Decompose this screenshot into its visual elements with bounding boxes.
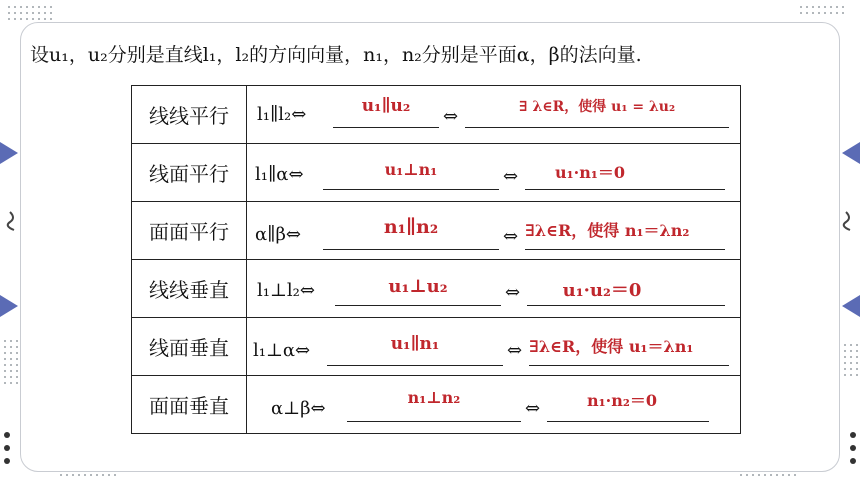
- right-arrow-icon-2: [840, 293, 860, 319]
- table-row: [132, 144, 741, 202]
- decor-dots-left-mid: [4, 340, 18, 384]
- iff-symbol: ⇔: [503, 166, 519, 187]
- iff-symbol: ⇔: [503, 226, 519, 247]
- answer-2: u₁·n₁＝0: [555, 163, 625, 182]
- decor-dots-top-right: [800, 6, 844, 14]
- answer-2: ∃λ∈R，使得 n₁＝λn₂: [525, 221, 690, 240]
- answer-1: u₁⊥n₁: [384, 160, 438, 179]
- left-bullet-dots: [2, 430, 12, 466]
- answer-1: u₁∥u₂: [361, 96, 411, 116]
- relation-name: 线面平行: [132, 144, 247, 202]
- iff-symbol: ⇔: [505, 282, 521, 303]
- left-arrow-icon: [0, 140, 20, 166]
- condition: l₁⊥α⇔: [253, 340, 311, 361]
- blank-1: [333, 126, 439, 128]
- table-row: [132, 202, 741, 260]
- blank-1: [335, 304, 501, 306]
- iff-symbol: ⇔: [443, 106, 459, 127]
- iff-symbol: ⇔: [525, 398, 541, 419]
- blank-2: [547, 420, 709, 422]
- relation-name: 面面垂直: [132, 376, 247, 434]
- blank-2: [525, 248, 725, 250]
- relation-name: 线线平行: [132, 86, 247, 144]
- right-arrow-icon: [840, 140, 860, 166]
- decor-dots-right-mid: [844, 344, 858, 376]
- left-squiggle-icon: [6, 210, 20, 232]
- table-row: [132, 86, 741, 144]
- right-bullet-dots: [848, 430, 858, 466]
- answer-2: ∃λ∈R，使得 u₁＝λn₁: [529, 337, 694, 356]
- blank-1: [347, 420, 521, 422]
- left-arrow-icon-2: [0, 293, 20, 319]
- relation-name: 面面平行: [132, 202, 247, 260]
- answer-1: u₁⊥u₂: [388, 276, 448, 297]
- relations-table: [131, 85, 741, 434]
- blank-1: [323, 188, 499, 190]
- blank-2: [527, 304, 725, 306]
- blank-1: [327, 364, 503, 366]
- blank-2: [465, 126, 729, 128]
- answer-2: ∃ λ∈R，使得 u₁ = λu₂: [518, 99, 676, 115]
- condition: α⊥β⇔: [271, 398, 326, 419]
- blank-2: [529, 364, 729, 366]
- condition: α∥β⇔: [255, 224, 301, 245]
- answer-1: n₁⊥n₂: [407, 388, 461, 407]
- relation-name: 线面垂直: [132, 318, 247, 376]
- iff-symbol: ⇔: [507, 340, 523, 361]
- answer-2: u₁·u₂＝0: [562, 280, 642, 301]
- table-row: [132, 376, 741, 434]
- intro-sentence: 设u₁，u₂分别是直线l₁，l₂的方向向量，n₁，n₂分别是平面α，β的法向量.: [30, 44, 642, 66]
- answer-1: n₁∥n₂: [383, 216, 439, 238]
- table-row: [132, 318, 741, 376]
- blank-1: [323, 248, 499, 250]
- decor-dots-top-left: [8, 6, 52, 20]
- answer-1: u₁∥n₁: [390, 334, 440, 354]
- blank-2: [525, 188, 725, 190]
- relation-name: 线线垂直: [132, 260, 247, 318]
- table-row: [132, 260, 741, 318]
- condition: l₁∥α⇔: [255, 164, 304, 185]
- condition: l₁∥l₂⇔: [257, 104, 307, 125]
- answer-2: n₁·n₂＝0: [587, 391, 657, 410]
- condition: l₁⊥l₂⇔: [257, 280, 315, 301]
- right-squiggle-icon: [842, 210, 856, 232]
